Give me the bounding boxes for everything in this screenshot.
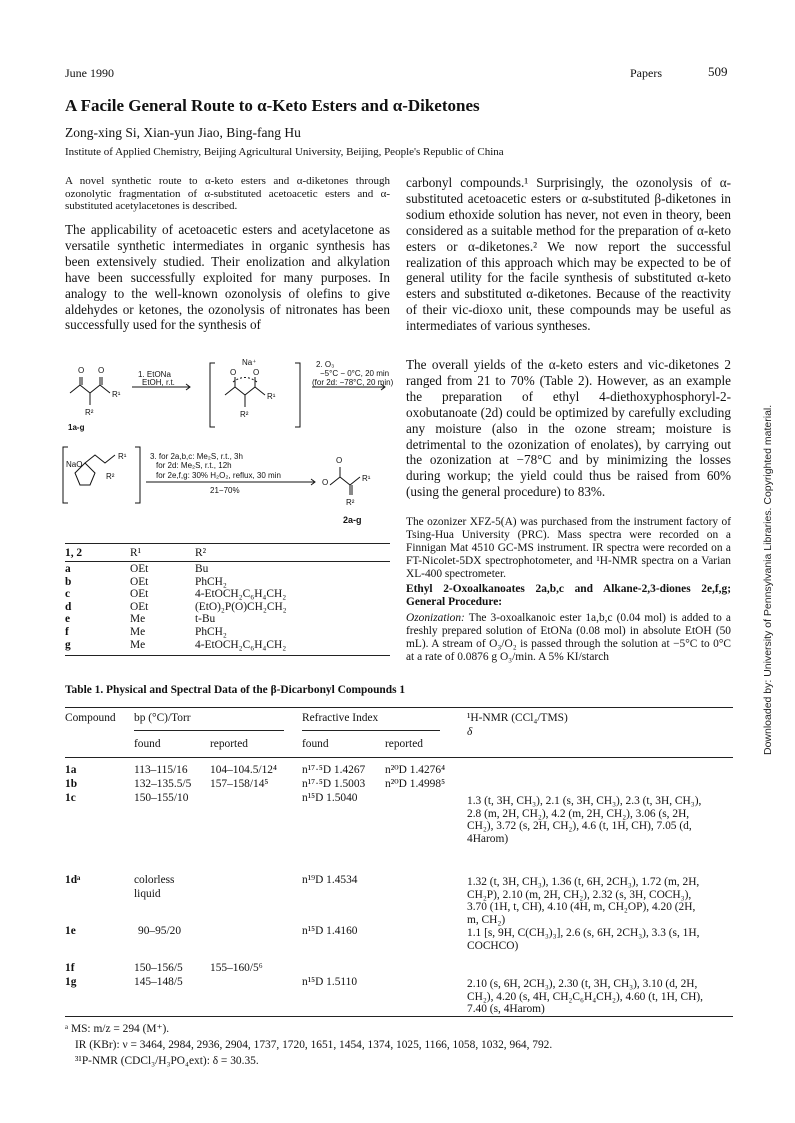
table1-ri-found: n¹⁷·⁵D 1.5003 [302,778,366,790]
table1-nmr-line: 3.70 (1H, t, CH), 4.10 (4H, m, CH₂OP), 4.20 (2H, [467,901,696,914]
table1-rule-header [65,757,733,758]
compound-id: c [65,588,71,601]
table1-id: 1c [65,792,76,804]
scheme-step3c: for 2e,f,g: 30% H₂O₂, reflux, 30 min [156,471,281,480]
table1-id: 1b [65,778,78,790]
compound-table-rule-bottom [65,655,390,656]
table1-footnote-ir: IR (KBr): ν = 3464, 2984, 2936, 2904, 1737, 1720, 1651, 1454, 1374, 1025, 1166, 1058, 1032, 964, 792. [75,1039,553,1051]
scheme-step2c: (for 2d: −78°C, 20 min) [312,378,394,387]
compound-r2: PhCH₂ [195,625,227,638]
table1-ri-found: n¹⁵D 1.5110 [302,976,358,988]
ozonization-paragraph [406,612,731,664]
table1-nmr-line: 1.32 (t, 3H, CH₃), 1.36 (t, 6H, 2CH₃), 1.72 (m, 2H, [467,876,700,888]
table1-nmr-line: CH₂), 3.72 (s, 2H, CH₂), 4.6 (t, 1H, CH), 7.05 (d, [467,820,692,833]
abstract: A novel synthetic route to α-keto esters and α-diketones through ozonolytic fragmentation of α-substituted acetoacetic esters and α-substituted acetylacetones is described. [65,175,390,213]
table1-bp-reported: 157–158/14⁵ [210,778,269,790]
scheme-step1b: EtOH, r.t. [142,378,175,387]
scheme-na: Na⁺ [242,358,257,367]
scheme-step3b: for 2d: Me₂S, r.t., 12h [156,461,232,470]
table1-nmr-line: CH₂), 4.20 (s, 4H, CH₂C₆H₄CH₂), 4.60 (t, 1H, CH), [467,990,703,1003]
scheme-step2: 2. O₃ [316,360,335,369]
compound-r1: Me [130,625,146,638]
table1-sub-ri-found: found [302,738,329,750]
table1-ri-found: n¹⁹D 1.4534 [302,874,358,886]
table1-nmr-line: 1.3 (t, 3H, CH₃), 2.1 (s, 3H, CH₃), 2.3 (t, 3H, CH₃), [467,795,702,807]
table1-nmr-line: m, CH₂) [467,913,506,926]
compound-r1: OEt [130,563,149,575]
scheme-step3: 3. for 2a,b,c: Me₂S, r.t., 3h [150,452,243,461]
compound-substituent-table [65,547,390,651]
table1-caption: Table 1. Physical and Spectral Data of the β-Dicarbonyl Compounds 1 [65,684,406,696]
compound-r1: Me [130,638,146,651]
table1-nmr [467,795,733,845]
compound-row-g [65,639,390,652]
scheme-step1: 1. EtONa [138,370,171,379]
scheme-step3d: 21−70% [210,486,240,495]
table1-id: 1a [65,764,77,776]
table1-col-compound: Compound [65,712,116,724]
table1-nmr-line: 4Harom) [467,832,509,845]
compound-table-header [65,547,390,563]
table1-bp-found: colorless [134,874,175,886]
compound-id: b [65,575,72,588]
ozonization-label: Ozonization: [406,612,465,624]
ozonization-text: The 3-oxoalkanoic ester 1a,b,c (0.04 mol) is added to a freshly prepared solution of EtONa (0.08 mol) in absolute EtOH (50 mL). A stream of O₃/O₂ is passed through the solution at −5°C to 0°C at a rate of 0.0876 g O₃/min. A 5% KI/starch [406,612,731,663]
scheme-nao: NaO [66,460,83,469]
table1-rule-bottom [65,1016,733,1017]
compound-row-b [65,576,390,589]
compound-r2: PhCH₂ [195,575,227,588]
compound-r2: 4-EtOCH₂C₆H₄CH₂ [195,638,287,651]
table1-nmr [467,978,733,1016]
table1-nmr-line: 7.40 (s, 4Harom) [467,1003,545,1016]
table1-col-bp: bp (°C)/Torr [134,712,191,724]
table1-ri-found: n¹⁵D 1.4160 [302,925,358,937]
paper-title: A Facile General Route to α-Keto Esters and α-Diketones [65,96,480,115]
compound-row-c [65,588,390,601]
compound-id: d [65,600,72,613]
table1-col-ri: Refractive Index [302,712,379,724]
compound-r1: OEt [130,600,149,613]
scheme-r2-d: R² [346,498,355,507]
compound-row-f [65,626,390,639]
page-number: 509 [708,64,728,79]
download-watermark: Downloaded by: University of Pennsylvania Libraries. Copyrighted material. [762,404,774,755]
table1-bp-found: 145–148/5 [134,976,183,988]
scheme-o-5: O [336,456,343,465]
procedure-heading: Ethyl 2-Oxoalkanoates 2a,b,c and Alkane-2,3-diones 2e,f,g; General Procedure: [406,583,731,608]
scheme-r1-c: R¹ [118,452,127,461]
table1-ri-underline [302,730,440,731]
scheme-step2b: −5°C − 0°C, 20 min [320,369,390,378]
table1-bp-found: 132–135.5/5 [134,778,192,790]
table1-col-nmr: ¹H-NMR (CCl₄/TMS) [467,712,568,724]
header-section: Papers [630,66,662,80]
intro-left-paragraph: The applicability of acetoacetic esters and acetylacetone as versatile synthetic intermediates in organic synthesis has been extensively studied. Their enolization and alkylation have been successfully exploited for many purposes. In analogy to the well-known ozonolysis of olefins to give aldehydes or ketones, the ozonolysis of nitronates has been successfully used for the synthesis of [65,222,390,333]
table1-bp-underline [134,730,284,731]
scheme-r1-d: R¹ [362,474,371,483]
scheme-o-4: O [253,368,260,377]
intro-right-paragraph: carbonyl compounds.¹ Surprisingly, the ozonolysis of α-substituted acetoacetic esters or α-substituted β-diketones in sodium ethoxide solution has never, not even in theory, been considered as a suitable method for the preparation of α-keto esters or α-diketones.² We now report the successful realization of this approach which may be expected to be of general utility for the facile synthesis of substituted α-keto esters and substituted α-diketones. Because of the reactivity of their vic-dioxo unit, these compounds may be useful as intermediates of various syntheses. [406,175,731,334]
scheme-label-end: 2a-g [343,515,362,525]
table1-bp-found: 150–155/10 [134,792,189,804]
compound-table-rule-top [65,543,390,544]
scheme-r2-a: R² [85,408,94,417]
reaction-scheme [60,355,395,535]
scheme-r2-c: R² [106,472,115,481]
compound-id: e [65,613,71,626]
table1-col-delta: δ [467,726,473,738]
compound-r2: Bu [195,563,209,575]
compound-id: a [65,563,71,575]
scheme-o-1: O [78,366,85,375]
table1-id: 1f [65,962,75,974]
scheme-r1-a: R¹ [112,390,121,399]
scheme-r1-b: R¹ [267,392,276,401]
compound-col-id: 1, 2 [65,547,83,559]
instruments-paragraph: The ozonizer XFZ-5(A) was purchased from the instrument factory of Tsing-Hua University (PRC). Mass spectra were recorded on a Finnigan Mat 4510 GC-MS instrument. IR spectra were recorded on a FT-Nicolet-5DX spectrophotometer, and ¹H-NMR spectra on a Varian XL-400 spectrometer. [406,516,731,580]
yields-paragraph: The overall yields of the α-keto esters and vic-diketones 2 ranged from 21 to 70% (Table 2). However, as an example the preparation of ethyl 4-diethoxyphosphoryl-2-oxobutanoate (2d) could be optimized by carefully excluding any moisture (also in the ozone stream; moisture is detrimental to the ozonization of enolates), by carrying out the ozonization at −78°C and by minimizing the losses during workup; the yield could thus be raised from 60% (using the general procedure) to 83%. [406,357,731,500]
affiliation: Institute of Applied Chemistry, Beijing Agricultural University, Beijing, People's Republic of China [65,146,504,158]
table1-nmr-line: CH₂P), 2.10 (m, 2H, CH₂), 2.32 (s, 3H, COCH₃), [467,888,692,901]
table1-sub-bp-found: found [134,738,161,750]
compound-r1: OEt [130,588,149,601]
scheme-o-2: O [98,366,105,375]
compound-r1: Me [130,613,146,626]
compound-col-r2: R² [195,547,207,559]
table1-ri-reported: n²⁰D 1.4998⁵ [385,778,446,790]
table1-nmr-line: COCHCO) [467,939,519,952]
compound-row-d [65,601,390,614]
table1-nmr [467,927,733,952]
compound-row-a [65,563,390,576]
table1-nmr [467,876,733,926]
table1-bp-found-2: liquid [134,888,161,900]
table1-footnote-ms: ᵃ MS: m/z = 294 (M⁺). [65,1023,170,1035]
table1-bp-found: 113–115/16 [134,764,188,776]
compound-id: g [65,638,71,651]
table1-bp-found: 150–156/5 [134,962,183,974]
table1-bp-reported: 155–160/5⁶ [210,962,263,974]
compound-id: f [65,625,69,638]
scheme-r2-b: R² [240,410,249,419]
compound-r1: OEt [130,575,149,588]
compound-r2: t-Bu [195,613,216,626]
table1-rule-top [65,707,733,708]
table1-footnote-pnmr: ³¹P-NMR (CDCl₃/H₃PO₄ext): δ = 30.35. [75,1055,259,1067]
table1-sub-ri-reported: reported [385,738,423,750]
scheme-o-3: O [230,368,237,377]
compound-r2: (EtO)₂P(O)CH₂CH₂ [195,600,287,613]
table1-id: 1e [65,925,76,937]
authors: Zong-xing Si, Xian-yun Jiao, Bing-fang Hu [65,125,301,140]
table1-nmr-line: 2.10 (s, 6H, 2CH₃), 2.30 (t, 3H, CH₃), 3.10 (d, 2H, [467,978,698,990]
scheme-label-start: 1a-g [68,423,85,432]
table1-ri-reported: n²⁰D 1.4276⁴ [385,764,446,776]
table1-ri-found: n¹⁷·⁵D 1.4267 [302,764,366,776]
table1-nmr-line: 2.8 (m, 2H, CH₂), 4.2 (m, 2H, CH₂), 3.06 (s, 2H, [467,807,690,820]
table1-id: 1g [65,976,77,988]
header-date: June 1990 [65,66,114,80]
compound-r2: 4-EtOCH₂C₆H₄CH₂ [195,588,287,601]
compound-col-r1: R¹ [130,547,142,559]
table1-bp-reported: 104–104.5/12⁴ [210,764,277,776]
table1-nmr-line: 1.1 [s, 9H, C(CH₃)₃], 2.6 (s, 6H, 2CH₃), 3.3 (s, 1H, [467,927,700,939]
table1-sub-bp-reported: reported [210,738,248,750]
scheme-o-6: O [322,478,329,487]
table1-bp-found: 90–95/20 [138,925,182,937]
table1-ri-found: n¹⁵D 1.5040 [302,792,358,804]
compound-row-e [65,613,390,626]
table1-id: 1dᵃ [65,874,81,886]
